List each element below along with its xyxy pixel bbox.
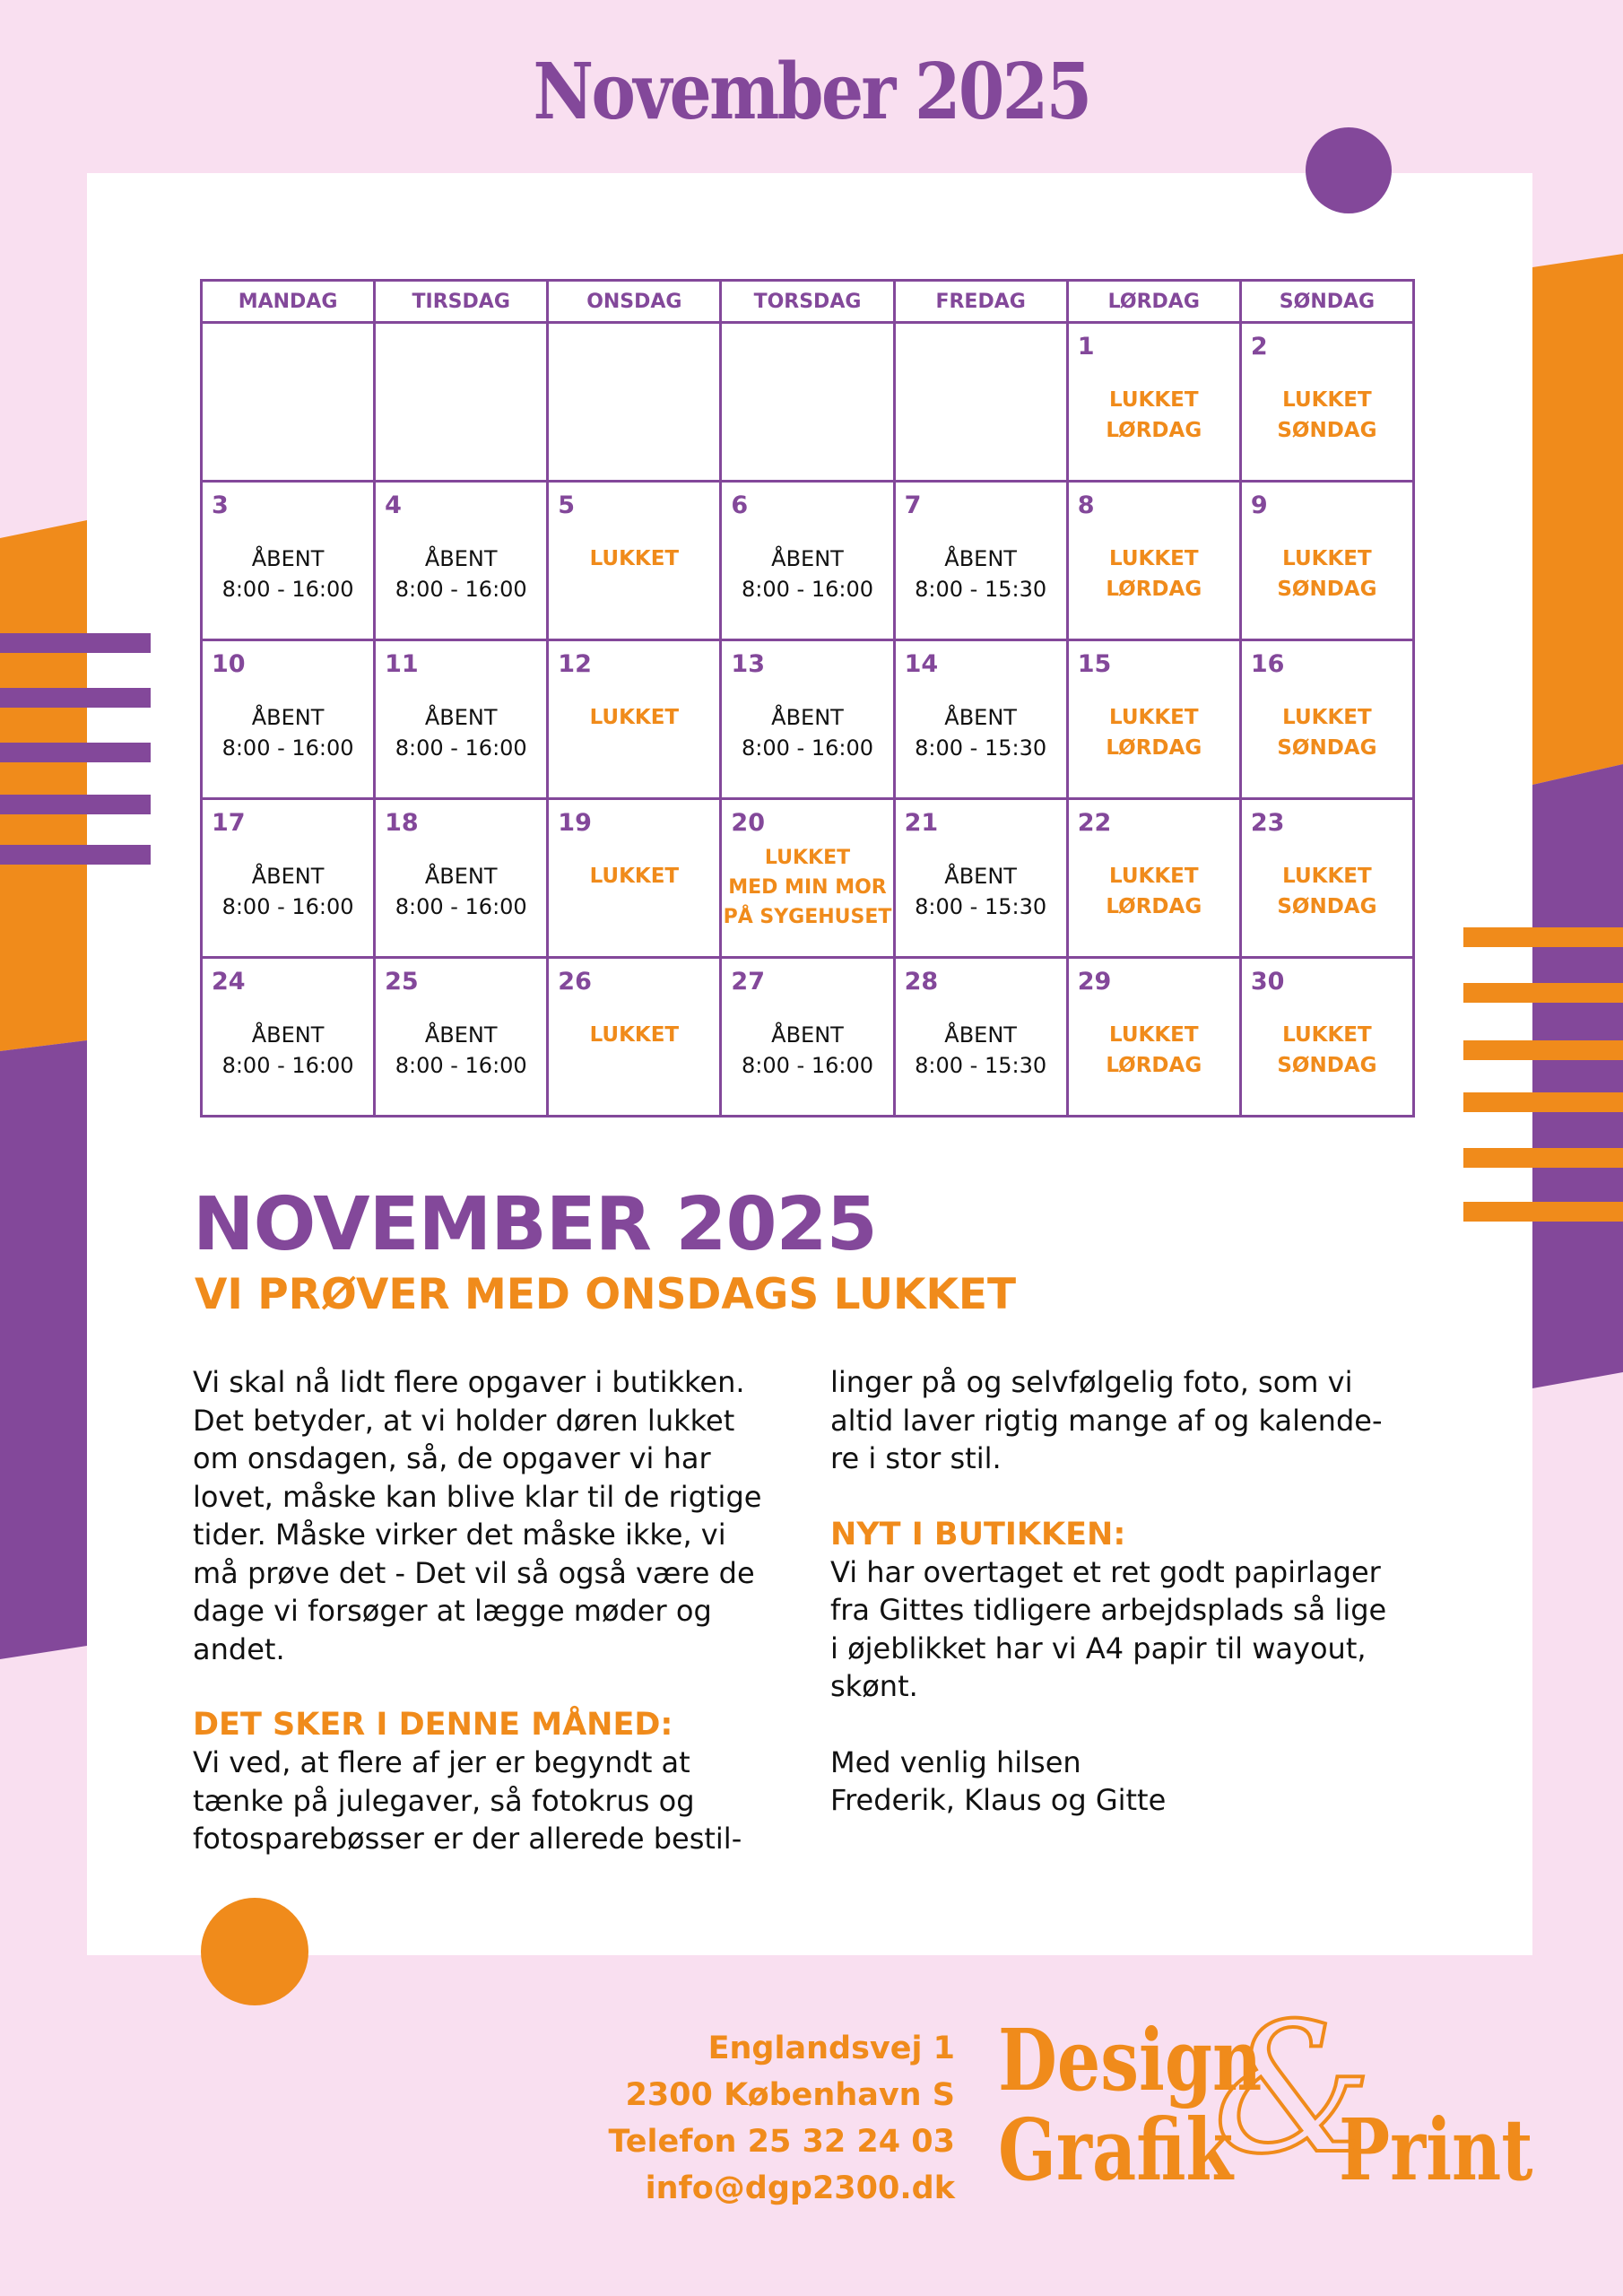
calendar-week-row — [202, 799, 1414, 958]
day-status-line: ÅBENT — [424, 546, 498, 571]
intro-paragraph — [193, 1363, 794, 1668]
day-number: 5 — [558, 491, 576, 519]
opening-hours — [722, 702, 892, 763]
day-status-line: PÅ SYGEHUSET — [723, 906, 892, 928]
closed-label — [549, 1020, 719, 1050]
calendar-day-cell — [721, 958, 894, 1117]
closed-label — [1242, 544, 1412, 604]
day-status-line: 8:00 - 16:00 — [395, 577, 527, 602]
day-status-line: LØRDAG — [1106, 419, 1202, 442]
day-status-line: ÅBENT — [944, 864, 1017, 889]
opening-hours — [722, 1020, 892, 1081]
text-line: lovet, måske kan blive klar til de rigtige — [193, 1479, 762, 1514]
calendar-day-cell — [375, 958, 548, 1117]
opening-hours — [203, 544, 373, 604]
calendar-day-cell — [894, 482, 1067, 640]
text-line: Vi ved, at flere af jer er begyndt at — [193, 1745, 690, 1779]
calendar-day-cell — [1067, 640, 1240, 799]
weekday-header: TIRSDAG — [375, 281, 548, 323]
calendar-day-cell — [202, 958, 375, 1117]
closed-label — [1069, 861, 1239, 922]
day-number: 29 — [1077, 968, 1112, 996]
day-status-line: ÅBENT — [251, 864, 325, 889]
day-status-line: SØNDAG — [1277, 736, 1377, 760]
day-number: 28 — [904, 968, 939, 996]
day-status-line: 8:00 - 15:30 — [915, 1053, 1047, 1078]
day-status-line: LUKKET — [1108, 865, 1199, 888]
text-line: andet. — [193, 1631, 285, 1666]
calendar-day-cell — [894, 799, 1067, 958]
closed-label — [549, 702, 719, 733]
day-status-line: ÅBENT — [424, 864, 498, 889]
text-line: fra Gittes tidligere arbejdsplads så lige — [830, 1593, 1387, 1627]
weekday-header: MANDAG — [202, 281, 375, 323]
address-line: 2300 København S — [625, 2077, 955, 2113]
calendar-empty-cell — [894, 323, 1067, 482]
day-number: 15 — [1077, 650, 1112, 678]
calendar-empty-cell — [202, 323, 375, 482]
day-number: 3 — [212, 491, 229, 519]
day-status-line: ÅBENT — [771, 546, 844, 571]
day-status-line: 8:00 - 16:00 — [221, 577, 354, 602]
text-line: må prøve det - Det vil så også være de — [193, 1555, 755, 1590]
text-line: i øjeblikket har vi A4 papir til wayout, — [830, 1631, 1367, 1665]
section-title-new: NYT I BUTIKKEN: — [830, 1516, 1126, 1552]
text-line: fotosparebøsser er der allerede bestil- — [193, 1822, 742, 1856]
logo-print: Print — [1339, 2100, 1533, 2200]
opening-hours — [203, 861, 373, 922]
calendar-empty-cell — [548, 323, 721, 482]
calendar-day-cell — [1067, 799, 1240, 958]
opening-hours — [376, 702, 546, 763]
weekday-header: LØRDAG — [1067, 281, 1240, 323]
calendar-day-cell — [721, 482, 894, 640]
article-column-1 — [193, 1363, 794, 1858]
section-title-this-month: DET SKER I DENNE MÅNED: — [193, 1707, 673, 1743]
calendar-day-cell — [202, 799, 375, 958]
day-status-line: LUKKET — [1108, 388, 1199, 412]
weekday-header: SØNDAG — [1240, 281, 1413, 323]
day-status-line: SØNDAG — [1277, 419, 1377, 442]
logo-grafik: Grafik — [998, 2100, 1234, 2200]
continued-paragraph — [830, 1363, 1431, 1478]
weekday-header: ONSDAG — [548, 281, 721, 323]
text-line: Vi skal nå lidt flere opgaver i butikken. — [193, 1365, 745, 1399]
day-status-line: LUKKET — [1282, 388, 1372, 412]
opening-hours — [896, 544, 1066, 604]
day-status-line: LUKKET — [764, 847, 851, 869]
day-status-line: 8:00 - 16:00 — [742, 577, 873, 602]
day-status-line: ÅBENT — [771, 705, 844, 730]
calendar-day-cell — [894, 640, 1067, 799]
day-number: 22 — [1077, 809, 1112, 837]
opening-hours — [376, 544, 546, 604]
address-block — [609, 2025, 955, 2212]
calendar-day-cell — [1240, 482, 1413, 640]
calendar-day-cell — [375, 482, 548, 640]
opening-hours — [896, 861, 1066, 922]
closed-label — [1069, 702, 1239, 763]
calendar-day-cell — [721, 640, 894, 799]
opening-hours — [376, 861, 546, 922]
day-status-line: LØRDAG — [1106, 895, 1202, 918]
calendar-week-row — [202, 640, 1414, 799]
address-line: Telefon 25 32 24 03 — [608, 2124, 955, 2160]
day-status-line: ÅBENT — [771, 1022, 844, 1048]
right-orange-band — [1532, 254, 1623, 785]
calendar-day-cell — [202, 640, 375, 799]
text-line: skønt. — [830, 1669, 918, 1703]
opening-hours — [203, 702, 373, 763]
closed-label — [549, 544, 719, 574]
day-status-line: LUKKET — [1282, 865, 1372, 888]
day-number: 26 — [558, 968, 592, 996]
left-orange-band — [0, 520, 87, 1051]
day-number: 30 — [1250, 968, 1285, 996]
text-line: dage vi forsøger at lægge møder og — [193, 1594, 712, 1628]
closed-label — [1242, 1020, 1412, 1081]
day-status-line: ÅBENT — [251, 705, 325, 730]
day-status-line: 8:00 - 15:30 — [915, 577, 1047, 602]
opening-hours — [376, 1020, 546, 1081]
logo-ampersand: & — [1213, 1985, 1374, 2194]
day-status-line: ÅBENT — [251, 546, 325, 571]
calendar-header-row — [202, 281, 1414, 323]
day-status-line: LUKKET — [589, 547, 680, 570]
calendar-day-cell — [1240, 323, 1413, 482]
day-status-line: LUKKET — [589, 1023, 680, 1047]
calendar-body — [202, 323, 1414, 1117]
text-line: Med venlig hilsen — [830, 1744, 1081, 1779]
day-status-line: SØNDAG — [1277, 1054, 1377, 1077]
day-number: 10 — [212, 650, 246, 678]
logo — [998, 1985, 1572, 2215]
day-status-line: LØRDAG — [1106, 578, 1202, 601]
day-number: 11 — [385, 650, 419, 678]
closed-label — [1069, 1020, 1239, 1081]
closed-label — [722, 843, 892, 932]
day-status-line: LUKKET — [1282, 1023, 1372, 1047]
closed-label — [1242, 702, 1412, 763]
text-line: Det betyder, at vi holder døren lukket — [193, 1403, 735, 1438]
calendar-empty-cell — [375, 323, 548, 482]
day-status-line: LUKKET — [1282, 706, 1372, 729]
calendar-day-cell — [548, 799, 721, 958]
left-purple-band — [0, 1040, 87, 1659]
text-line: om onsdagen, så, de opgaver vi har — [193, 1441, 711, 1475]
day-number: 20 — [731, 809, 765, 837]
day-number: 13 — [731, 650, 765, 678]
day-status-line: LUKKET — [1282, 547, 1372, 570]
calendar-day-cell — [548, 482, 721, 640]
calendar-day-cell — [548, 958, 721, 1117]
day-number: 8 — [1077, 491, 1095, 519]
day-status-line: ÅBENT — [424, 1022, 498, 1048]
calendar-day-cell — [721, 799, 894, 958]
day-number: 16 — [1250, 650, 1285, 678]
opening-hours — [896, 1020, 1066, 1081]
day-status-line: 8:00 - 16:00 — [395, 735, 527, 761]
calendar-day-cell — [1067, 482, 1240, 640]
day-status-line: 8:00 - 16:00 — [395, 894, 527, 919]
day-status-line: 8:00 - 15:30 — [915, 735, 1047, 761]
text-line: altid laver rigtig mange af og kalende- — [830, 1403, 1383, 1438]
day-status-line: ÅBENT — [944, 705, 1017, 730]
text-line: tider. Måske virker det måske ikke, vi — [193, 1518, 726, 1552]
text-line: Vi har overtaget et ret godt papirlager — [830, 1554, 1381, 1589]
day-number: 6 — [731, 491, 749, 519]
day-status-line: 8:00 - 16:00 — [221, 1053, 354, 1078]
opening-hours — [722, 544, 892, 604]
calendar-week-row — [202, 958, 1414, 1117]
day-status-line: 8:00 - 16:00 — [395, 1053, 527, 1078]
opening-hours — [896, 702, 1066, 763]
calendar-week-row — [202, 323, 1414, 482]
day-status-line: ÅBENT — [944, 1022, 1017, 1048]
day-number: 1 — [1077, 333, 1095, 361]
text-line: tænke på julegaver, så fotokrus og — [193, 1783, 695, 1818]
day-number: 24 — [212, 968, 246, 996]
day-number: 17 — [212, 809, 246, 837]
day-status-line: LUKKET — [1108, 706, 1199, 729]
opening-hours — [203, 1020, 373, 1081]
logo-design: Design — [998, 2011, 1263, 2110]
calendar-day-cell — [375, 640, 548, 799]
calendar-week-row — [202, 482, 1414, 640]
this-month-paragraph — [193, 1744, 794, 1858]
calendar-empty-cell — [721, 323, 894, 482]
day-number: 23 — [1250, 809, 1285, 837]
day-number: 19 — [558, 809, 592, 837]
right-purple-band — [1532, 764, 1623, 1388]
day-number: 18 — [385, 809, 419, 837]
day-status-line: LØRDAG — [1106, 1054, 1202, 1077]
day-status-line: 8:00 - 16:00 — [221, 735, 354, 761]
new-in-store-paragraph — [830, 1553, 1431, 1706]
day-status-line: 8:00 - 16:00 — [742, 1053, 873, 1078]
day-status-line: LUKKET — [589, 706, 680, 729]
day-number: 4 — [385, 491, 402, 519]
text-line: re i stor stil. — [830, 1441, 1002, 1475]
address-line: info@dgp2300.dk — [645, 2170, 955, 2206]
closed-label — [1242, 861, 1412, 922]
page-title: November 2025 — [533, 47, 1090, 137]
day-status-line: 8:00 - 15:30 — [915, 894, 1047, 919]
day-status-line: SØNDAG — [1277, 578, 1377, 601]
weekday-header: FREDAG — [894, 281, 1067, 323]
closed-label — [1242, 385, 1412, 446]
day-number: 2 — [1250, 333, 1268, 361]
day-number: 14 — [904, 650, 939, 678]
greeting — [830, 1744, 1431, 1820]
day-status-line: 8:00 - 16:00 — [221, 894, 354, 919]
day-status-line: MED MIN MOR — [728, 876, 887, 899]
day-status-line: SØNDAG — [1277, 895, 1377, 918]
calendar-day-cell — [1240, 640, 1413, 799]
calendar-day-cell — [548, 640, 721, 799]
closed-label — [1069, 544, 1239, 604]
day-status-line: ÅBENT — [944, 546, 1017, 571]
calendar-day-cell — [894, 958, 1067, 1117]
closed-label — [549, 861, 719, 891]
day-status-line: ÅBENT — [424, 705, 498, 730]
article-heading: NOVEMBER 2025 — [193, 1182, 877, 1267]
calendar-day-cell — [1240, 958, 1413, 1117]
day-status-line: LUKKET — [1108, 547, 1199, 570]
calendar-day-cell — [1067, 958, 1240, 1117]
day-number: 7 — [904, 491, 922, 519]
calendar-day-cell — [375, 799, 548, 958]
day-status-line: ÅBENT — [251, 1022, 325, 1048]
day-status-line: 8:00 - 16:00 — [742, 735, 873, 761]
day-number: 9 — [1250, 491, 1268, 519]
calendar-day-cell — [202, 482, 375, 640]
calendar-day-cell — [1240, 799, 1413, 958]
text-line: linger på og selvfølgelig foto, som vi — [830, 1365, 1353, 1399]
day-number: 21 — [904, 809, 939, 837]
weekday-header: TORSDAG — [721, 281, 894, 323]
address-line: Englandsvej 1 — [707, 2031, 955, 2066]
text-line: Frederik, Klaus og Gitte — [830, 1783, 1167, 1817]
day-number: 12 — [558, 650, 592, 678]
article-subheading: VI PRØVER MED ONSDAGS LUKKET — [195, 1270, 1017, 1319]
day-number: 27 — [731, 968, 765, 996]
day-number: 25 — [385, 968, 419, 996]
article-column-2 — [830, 1363, 1431, 1820]
day-status-line: LUKKET — [1108, 1023, 1199, 1047]
closed-label — [1069, 385, 1239, 446]
day-status-line: LUKKET — [589, 865, 680, 888]
day-status-line: LØRDAG — [1106, 736, 1202, 760]
calendar-day-cell — [1067, 323, 1240, 482]
calendar — [200, 279, 1415, 1118]
